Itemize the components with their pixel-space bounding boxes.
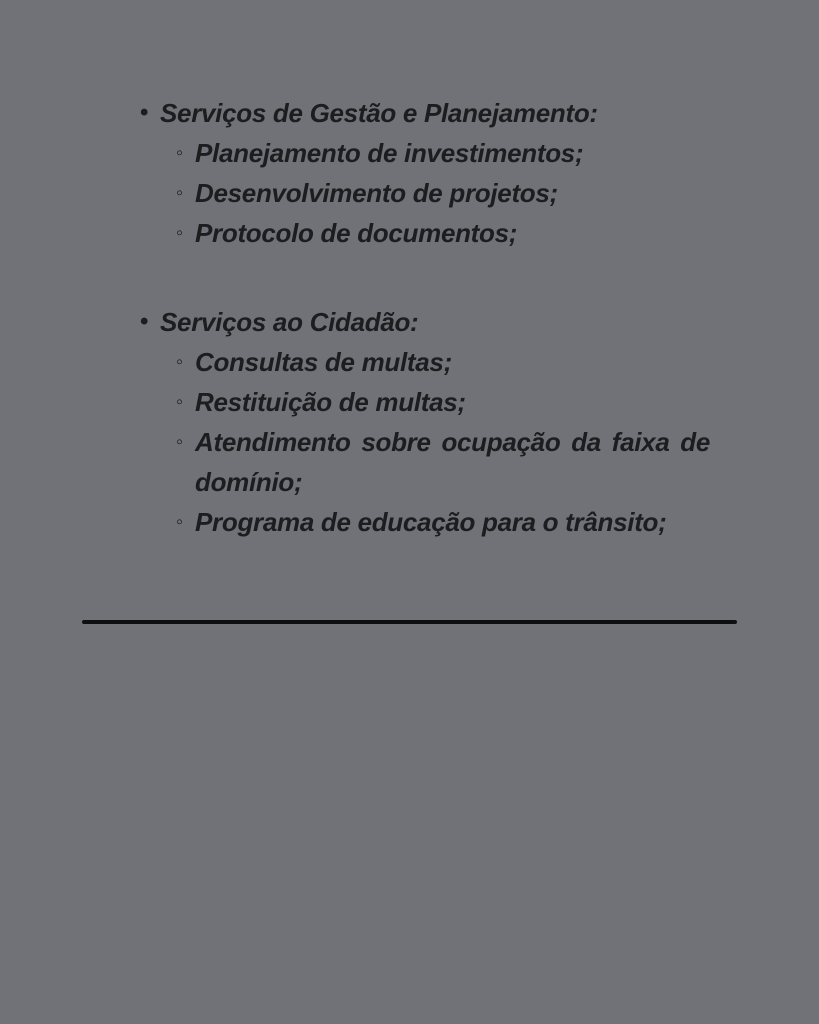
list-title-row bbox=[140, 302, 710, 342]
list-item-text: Desenvolvimento de projetos; bbox=[195, 178, 558, 208]
list-item-text: Atendimento sobre ocupação da faixa de domínio; bbox=[195, 427, 710, 497]
service-list-management-planning bbox=[140, 93, 710, 253]
circle-bullet-icon: ◦ bbox=[176, 391, 183, 413]
list-item bbox=[176, 133, 710, 173]
list-item bbox=[176, 502, 710, 542]
bullet-icon: • bbox=[140, 308, 149, 335]
list-item-text: Planejamento de investimentos; bbox=[195, 138, 584, 168]
list-item-text: Protocolo de documentos; bbox=[195, 218, 518, 248]
list-item bbox=[176, 342, 710, 382]
circle-bullet-icon: ◦ bbox=[176, 351, 183, 373]
list-item bbox=[176, 422, 710, 502]
list-title: Serviços de Gestão e Planejamento: bbox=[160, 98, 598, 128]
list-item-text: Restituição de multas; bbox=[195, 387, 466, 417]
circle-bullet-icon: ◦ bbox=[176, 182, 183, 204]
circle-bullet-icon: ◦ bbox=[176, 431, 183, 453]
list-title: Serviços ao Cidadão: bbox=[160, 307, 419, 337]
list-item bbox=[176, 173, 710, 213]
list-title-row bbox=[140, 93, 710, 133]
service-list-citizen bbox=[140, 302, 710, 542]
list-item-text: Consultas de multas; bbox=[195, 347, 452, 377]
divider-line bbox=[82, 620, 737, 624]
list-item-text: Programa de educação para o trânsito; bbox=[195, 507, 667, 537]
bullet-icon: • bbox=[140, 99, 149, 126]
circle-bullet-icon: ◦ bbox=[176, 142, 183, 164]
list-item bbox=[176, 382, 710, 422]
circle-bullet-icon: ◦ bbox=[176, 222, 183, 244]
list-item bbox=[176, 213, 710, 253]
circle-bullet-icon: ◦ bbox=[176, 511, 183, 533]
